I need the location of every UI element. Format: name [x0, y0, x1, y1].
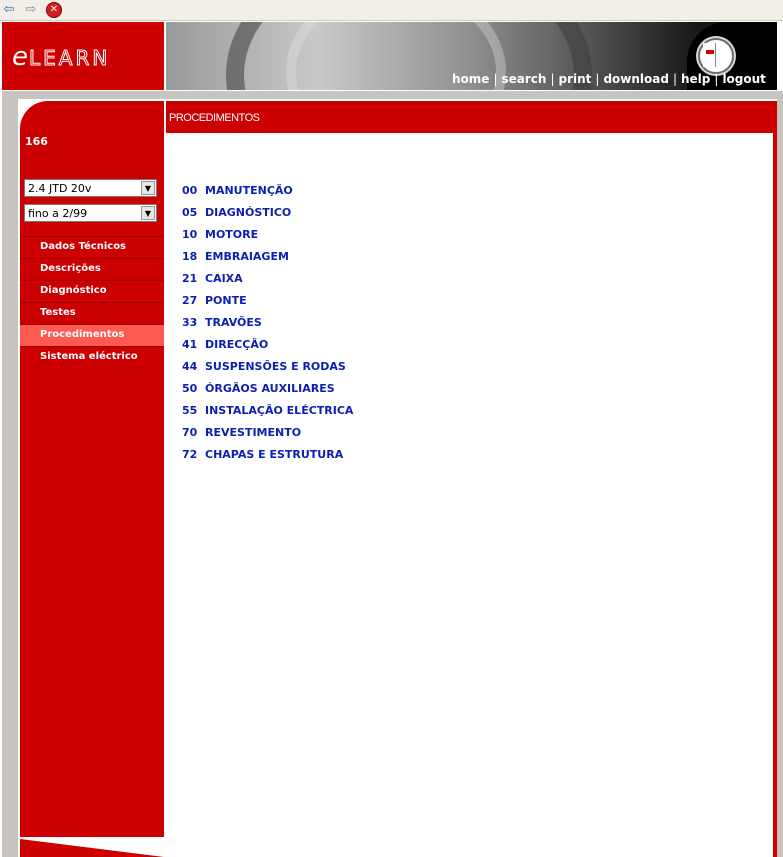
elearn-logo — [12, 42, 110, 72]
procedure-label: PONTE — [205, 294, 247, 307]
procedure-label: INSTALAÇÃO ELÉCTRICA — [205, 404, 354, 417]
procedure-code: 18 — [182, 250, 198, 263]
page-titlebar — [166, 101, 777, 133]
procedure-label: CHAPAS E ESTRUTURA — [205, 448, 344, 461]
frame-bar-top — [2, 91, 777, 99]
procedure-link[interactable] — [182, 316, 353, 338]
nav-separator: | — [550, 72, 555, 86]
procedure-link[interactable] — [182, 228, 353, 250]
procedure-link[interactable] — [182, 382, 353, 404]
model-label: 166 — [25, 135, 48, 148]
procedure-link[interactable] — [182, 294, 353, 316]
nav-download[interactable]: download — [603, 72, 669, 86]
sidebar-item-procedimentos[interactable]: Procedimentos — [20, 324, 164, 346]
sidebar-item-sistema-electrico[interactable]: Sistema eléctrico — [20, 346, 164, 368]
procedure-code: 27 — [182, 294, 198, 307]
procedure-link[interactable] — [182, 338, 353, 360]
logo-rest: LEARN — [29, 46, 111, 70]
procedure-code: 33 — [182, 316, 198, 329]
sidebar-footer — [20, 837, 164, 857]
nav-separator: | — [595, 72, 600, 86]
logo-area — [2, 22, 164, 90]
year-select-value: fino a 2/99 — [28, 207, 88, 220]
procedure-link[interactable] — [182, 360, 353, 382]
procedure-code: 00 — [182, 184, 198, 197]
procedure-code: 10 — [182, 228, 198, 241]
procedure-code: 41 — [182, 338, 198, 351]
nav-home[interactable]: home — [452, 72, 490, 86]
procedure-list — [182, 184, 353, 470]
sidebar-item-diagnostico[interactable]: Diagnóstico — [20, 280, 164, 302]
year-select[interactable] — [24, 204, 157, 222]
stop-icon[interactable]: ✕ — [46, 2, 62, 18]
nav-separator: | — [714, 72, 719, 86]
procedure-code: 70 — [182, 426, 198, 439]
procedure-link[interactable] — [182, 184, 353, 206]
procedure-link[interactable] — [182, 272, 353, 294]
nav-help[interactable]: help — [681, 72, 711, 86]
nav-print[interactable]: print — [558, 72, 592, 86]
procedure-label: REVESTIMENTO — [205, 426, 302, 439]
sidebar-menu — [20, 236, 164, 368]
nav-separator: | — [672, 72, 677, 86]
brand-badge-icon — [698, 38, 734, 74]
nav-logout[interactable]: logout — [722, 72, 766, 86]
chevron-down-icon[interactable]: ▼ — [141, 206, 155, 220]
top-nav — [452, 72, 766, 86]
sidebar-item-dados-tecnicos[interactable]: Dados Técnicos — [20, 236, 164, 258]
procedure-label: TRAVÕES — [205, 316, 262, 329]
procedure-label: MOTORE — [205, 228, 259, 241]
procedure-link[interactable] — [182, 448, 353, 470]
header-banner — [166, 22, 777, 90]
procedure-code: 72 — [182, 448, 198, 461]
procedure-link[interactable] — [182, 426, 353, 448]
frame-bar-right — [777, 91, 783, 857]
engine-select[interactable] — [24, 179, 157, 197]
procedure-label: DIRECÇÃO — [205, 338, 269, 351]
procedure-label: MANUTENÇÃO — [205, 184, 293, 197]
nav-search[interactable]: search — [501, 72, 547, 86]
procedure-code: 21 — [182, 272, 198, 285]
procedure-label: EMBRAIAGEM — [205, 250, 289, 263]
procedure-code: 44 — [182, 360, 198, 373]
procedure-link[interactable] — [182, 404, 353, 426]
procedure-label: ÓRGÃOS AUXILIARES — [205, 382, 335, 395]
chevron-down-icon[interactable]: ▼ — [141, 181, 155, 195]
nav-separator: | — [493, 72, 498, 86]
procedure-link[interactable] — [182, 206, 353, 228]
back-arrow-icon[interactable]: ⇦ — [3, 2, 15, 17]
titlebar-corner — [20, 101, 164, 133]
forward-arrow-icon[interactable]: ⇨ — [25, 2, 37, 17]
logo-prefix: e — [12, 42, 29, 72]
procedure-link[interactable] — [182, 250, 353, 272]
procedure-label: SUSPENSÕES E RODAS — [205, 360, 346, 373]
sidebar-item-descricoes[interactable]: Descrições — [20, 258, 164, 280]
procedure-code: 50 — [182, 382, 198, 395]
sidebar-item-testes[interactable]: Testes — [20, 302, 164, 324]
engine-select-value: 2.4 JTD 20v — [28, 182, 92, 195]
frame-bar-left — [2, 99, 18, 857]
procedure-code: 05 — [182, 206, 198, 219]
browser-toolbar — [0, 0, 783, 21]
procedure-label: DIAGNÓSTICO — [205, 206, 292, 219]
sidebar — [20, 133, 164, 838]
content-right-border — [773, 133, 777, 857]
procedure-code: 55 — [182, 404, 198, 417]
page-title: PROCEDIMENTOS — [169, 112, 260, 124]
procedure-label: CAIXA — [205, 272, 243, 285]
